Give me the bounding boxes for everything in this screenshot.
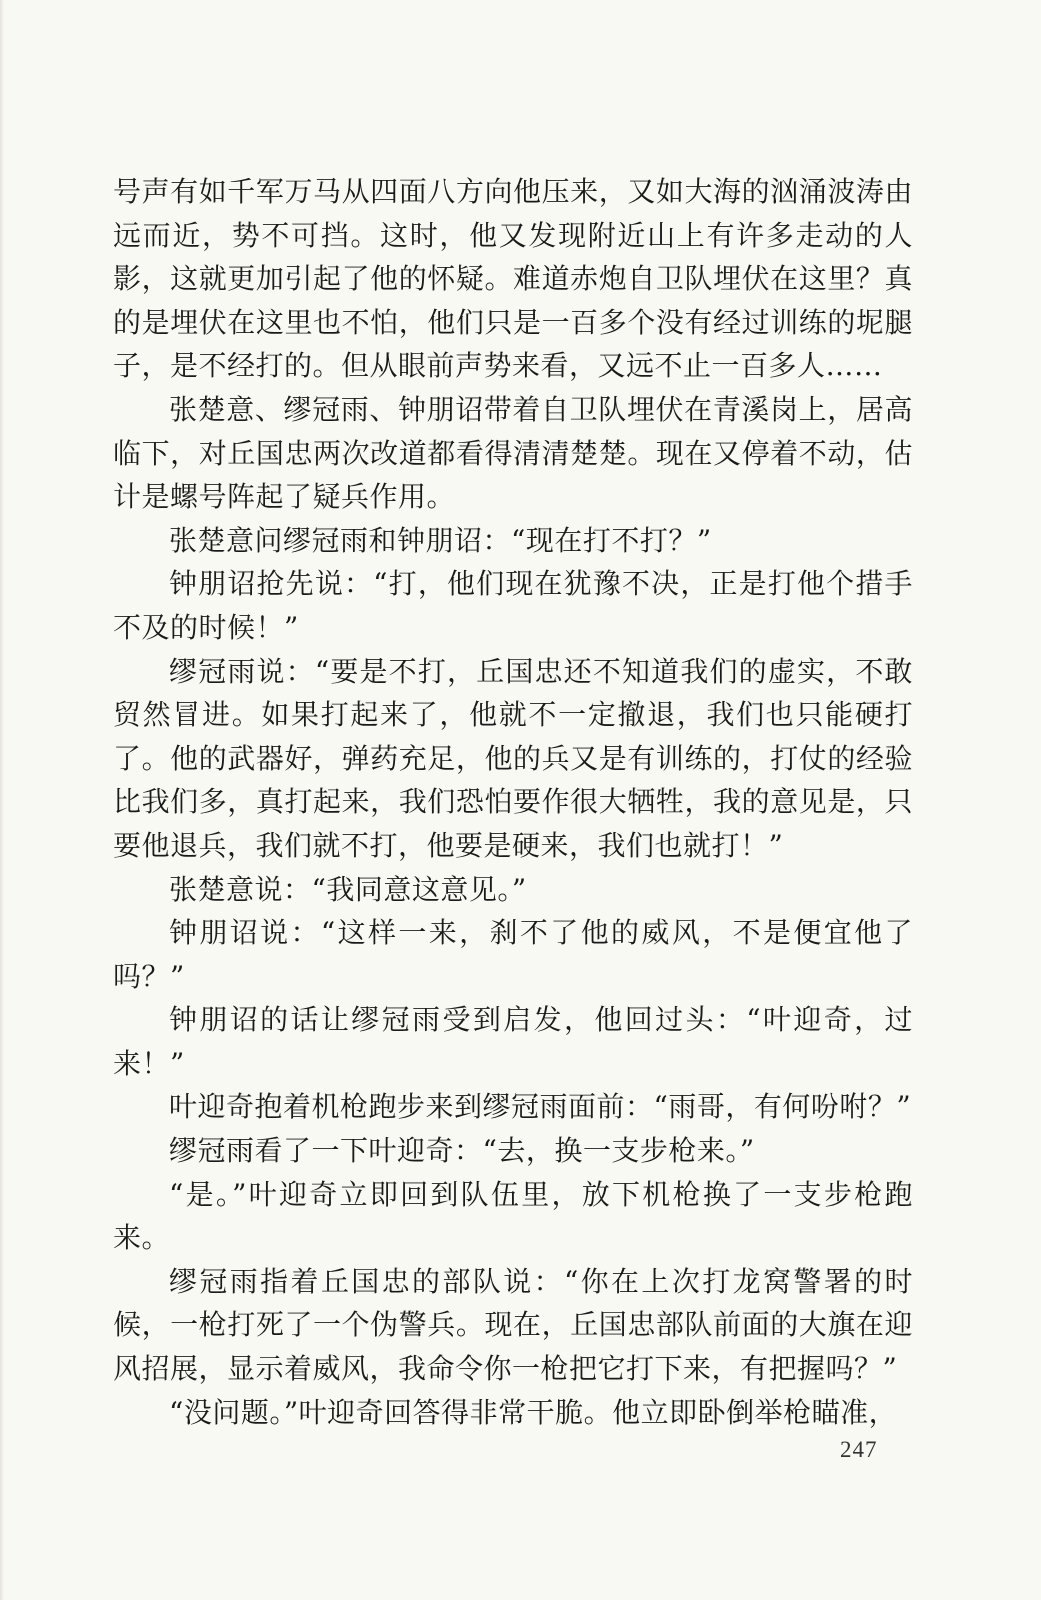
paragraph-11: “是。”叶迎奇立即回到队伍里，放下机枪换了一支步枪跑来。 bbox=[113, 1177, 913, 1255]
paragraph-8: 钟朋诏的话让缪冠雨受到启发，他回过头：“叶迎奇，过来！” bbox=[113, 1003, 913, 1080]
paragraph-10: 缪冠雨看了一下叶迎奇：“去，换一支步枪来。” bbox=[169, 1134, 755, 1168]
paragraph-9: 叶迎奇抱着机枪跑步来到缪冠雨面前：“雨哥，有何吩咐？” bbox=[169, 1090, 912, 1124]
page-edge bbox=[0, 0, 4, 1600]
page-number: 247 bbox=[840, 1437, 878, 1462]
paragraph-5: 缪冠雨说：“要是不打，丘国忠还不知道我们的虚实，不敢贸然冒进。如果打起来了，他就不一定撤退，我们也只能硬打了。他的武器好，弹药充足，他的兵又是有训练的，打仗的经验比我们多，真打起来，我们恐怕要作很大牺牲，我的意见是，只要他退兵，我们就不打，他要是硬来，我们也就打！” bbox=[113, 654, 913, 862]
paragraph-6: 张楚意说：“我同意这意见。” bbox=[169, 872, 527, 906]
body-text bbox=[113, 170, 913, 1434]
paragraph-12: 缪冠雨指着丘国忠的部队说：“你在上次打龙窝警署的时候，一枪打死了一个伪警兵。现在，丘国忠部队前面的大旗在迎风招展，显示着威风，我命令你一枪把它打下来，有把握吗？” bbox=[113, 1264, 913, 1386]
paragraph-1: 号声有如千军万马从四面八方向他压来，又如大海的汹涌波涛由远而近，势不可挡。这时，他又发现附近山上有许多走动的人影，这就更加引起了他的怀疑。难道赤炮自卫队埋伏在这里？真的是埋伏在这里也不怕，他们只是一百多个没有经过训练的坭腿子，是不经打的。但从眼前声势来看，又远不止一百多人…… bbox=[113, 175, 913, 383]
paragraph-2: 张楚意、缪冠雨、钟朋诏带着自卫队埋伏在青溪岗上，居高临下，对丘国忠两次改道都看得清清楚楚。现在又停着不动，估计是螺号阵起了疑兵作用。 bbox=[113, 392, 913, 514]
paragraph-7: 钟朋诏说：“这样一来，刹不了他的威风，不是便宜他了吗？” bbox=[113, 916, 913, 993]
paragraph-13: “没问题。”叶迎奇回答得非常干脆。他立即卧倒举枪瞄准， bbox=[169, 1395, 898, 1429]
paragraph-4: 钟朋诏抢先说：“打，他们现在犹豫不决，正是打他个措手不及的时候！” bbox=[113, 567, 913, 644]
paragraph-3: 张楚意问缪冠雨和钟朋诏：“现在打不打？” bbox=[169, 523, 712, 557]
